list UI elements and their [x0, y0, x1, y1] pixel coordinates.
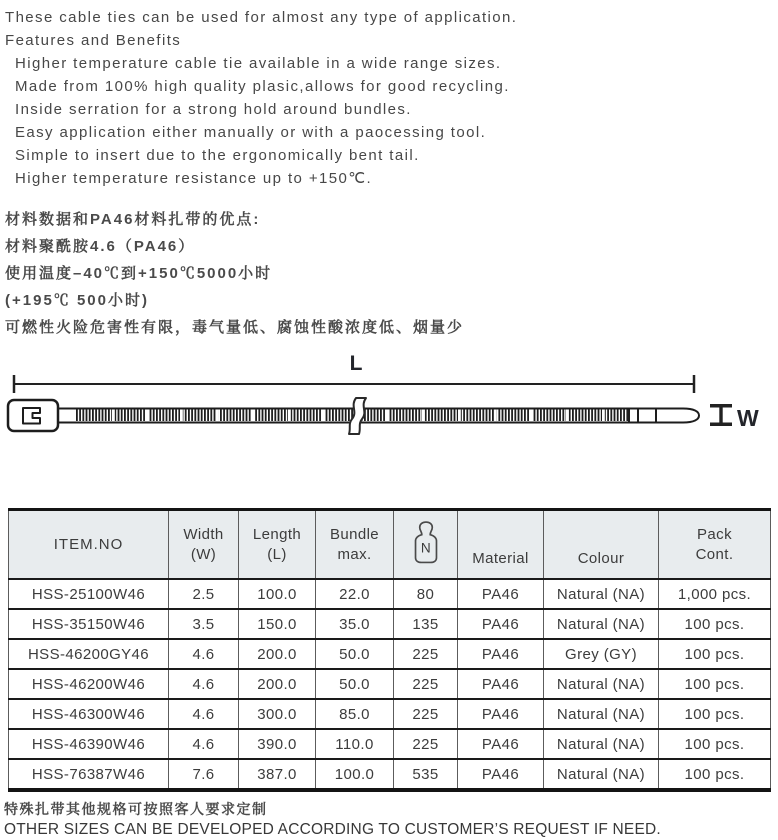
table-row: [9, 609, 771, 639]
cell-length: 387.0: [239, 759, 316, 790]
cell-strength: 135: [394, 609, 458, 639]
cell-material: PA46: [458, 579, 544, 609]
cell-item-no: HSS-76387W46: [9, 759, 169, 790]
intro-section: [0, 0, 778, 190]
cell-length: 200.0: [239, 669, 316, 699]
col-header-length: Length (L): [239, 510, 316, 580]
spec-table-body: [9, 579, 771, 790]
cell-material: PA46: [458, 669, 544, 699]
footer-note-cn: 特殊扎带其他规格可按照客人要求定制: [4, 801, 268, 817]
cell-pack-cont: 100 pcs.: [659, 609, 771, 639]
cell-bundle-max: 35.0: [316, 609, 394, 639]
cell-length: 390.0: [239, 729, 316, 759]
cn-text-line: (+195℃ 500小时): [5, 292, 149, 309]
cell-pack-cont: 100 pcs.: [659, 639, 771, 669]
length-dimension-label: L: [349, 352, 363, 375]
tie-tip: [656, 409, 699, 423]
cell-width: 7.6: [169, 759, 239, 790]
cable-tie-illustration: [4, 353, 774, 441]
feature-line: Higher temperature resistance up to +150℃.: [15, 170, 373, 187]
cell-item-no: HSS-46200W46: [9, 669, 169, 699]
length-dimension-line: [14, 375, 694, 393]
col-header-bundle-max: Bundle max.: [316, 510, 394, 580]
col-header-item-no: [9, 510, 169, 580]
spec-table-header: [9, 510, 771, 580]
cable-tie-drawing: [8, 398, 699, 434]
cell-material: PA46: [458, 699, 544, 729]
cell-strength: 80: [394, 579, 458, 609]
cell-item-no: HSS-25100W46: [9, 579, 169, 609]
cell-material: PA46: [458, 609, 544, 639]
material-info-cn: [0, 206, 778, 341]
cell-width: 4.6: [169, 699, 239, 729]
cell-strength: 225: [394, 669, 458, 699]
col-header-colour: Colour: [544, 510, 659, 580]
cell-pack-cont: 100 pcs.: [659, 729, 771, 759]
cn-text-line: 材料聚酰胺4.6（PA46）: [5, 238, 196, 255]
cell-colour: Natural (NA): [544, 759, 659, 790]
cell-strength: 225: [394, 729, 458, 759]
cell-strength: 225: [394, 639, 458, 669]
cell-width: 4.6: [169, 669, 239, 699]
cell-material: PA46: [458, 639, 544, 669]
table-row: [9, 579, 771, 609]
cn-text-line: 材料数据和PA46材料扎带的优点:: [5, 211, 261, 228]
cell-bundle-max: 110.0: [316, 729, 394, 759]
feature-line: Higher temperature cable tie available in a wide range sizes.: [15, 55, 502, 72]
cell-length: 150.0: [239, 609, 316, 639]
newton-weight-icon: [412, 520, 440, 564]
cell-colour: Natural (NA): [544, 669, 659, 699]
cable-tie-diagram: [0, 353, 778, 446]
cell-pack-cont: 100 pcs.: [659, 669, 771, 699]
table-row: [9, 669, 771, 699]
cell-item-no: HSS-35150W46: [9, 609, 169, 639]
cell-strength: 535: [394, 759, 458, 790]
cell-bundle-max: 22.0: [316, 579, 394, 609]
cell-strength: 225: [394, 699, 458, 729]
cell-material: PA46: [458, 729, 544, 759]
cell-length: 100.0: [239, 579, 316, 609]
cell-pack-cont: 100 pcs.: [659, 699, 771, 729]
cell-length: 300.0: [239, 699, 316, 729]
cell-bundle-max: 100.0: [316, 759, 394, 790]
cn-text-line: 使用温度–40℃到+150℃5000小时: [5, 265, 273, 282]
col-header-strength: [394, 510, 458, 580]
cell-item-no: HSS-46300W46: [9, 699, 169, 729]
cell-bundle-max: 85.0: [316, 699, 394, 729]
cell-length: 200.0: [239, 639, 316, 669]
newton-unit-label: N: [420, 539, 431, 555]
table-row: [9, 759, 771, 790]
feature-line: Simple to insert due to the ergonomically bent tail.: [15, 147, 420, 164]
table-row: [9, 699, 771, 729]
cell-bundle-max: 50.0: [316, 669, 394, 699]
cell-bundle-max: 50.0: [316, 639, 394, 669]
cell-width: 4.6: [169, 639, 239, 669]
cell-item-no: HSS-46390W46: [9, 729, 169, 759]
cell-pack-cont: 1,000 pcs.: [659, 579, 771, 609]
footer-note-en: OTHER SIZES CAN BE DEVELOPED ACCORDING TO CUSTOMER’S REQUEST IF NEED.: [4, 821, 661, 838]
cell-width: 4.6: [169, 729, 239, 759]
feature-line: Made from 100% high quality plasic,allows for good recycling.: [15, 78, 510, 95]
table-row: [9, 639, 771, 669]
cell-colour: Natural (NA): [544, 729, 659, 759]
spec-table: [8, 508, 771, 792]
col-header-material: Material: [458, 510, 544, 580]
feature-line: Easy application either manually or with a paocessing tool.: [15, 124, 487, 141]
width-dimension-label: W: [737, 405, 759, 431]
col-header-width: Width (W): [169, 510, 239, 580]
cell-colour: Natural (NA): [544, 579, 659, 609]
footer-notes: [0, 800, 778, 840]
col-header-pack-cont: Pack Cont.: [659, 510, 771, 580]
features-title: Features and Benefits: [5, 32, 182, 49]
intro-headline: These cable ties can be used for almost any type of application.: [5, 9, 518, 26]
cell-width: 3.5: [169, 609, 239, 639]
cell-colour: Natural (NA): [544, 609, 659, 639]
feature-list: [5, 52, 778, 190]
table-row: [9, 729, 771, 759]
col-header-item-no-label: ITEM.NO: [53, 535, 124, 553]
cell-material: PA46: [458, 759, 544, 790]
cn-text-line: 可燃性火险危害性有限，毒气量低、腐蚀性酸浓度低、烟量少: [5, 319, 465, 336]
cell-pack-cont: 100 pcs.: [659, 759, 771, 790]
feature-line: Inside serration for a strong hold around bundles.: [15, 101, 412, 118]
cell-colour: Natural (NA): [544, 699, 659, 729]
width-dimension-marker: [710, 404, 732, 426]
cell-colour: Grey (GY): [544, 639, 659, 669]
cell-item-no: HSS-46200GY46: [9, 639, 169, 669]
cell-width: 2.5: [169, 579, 239, 609]
